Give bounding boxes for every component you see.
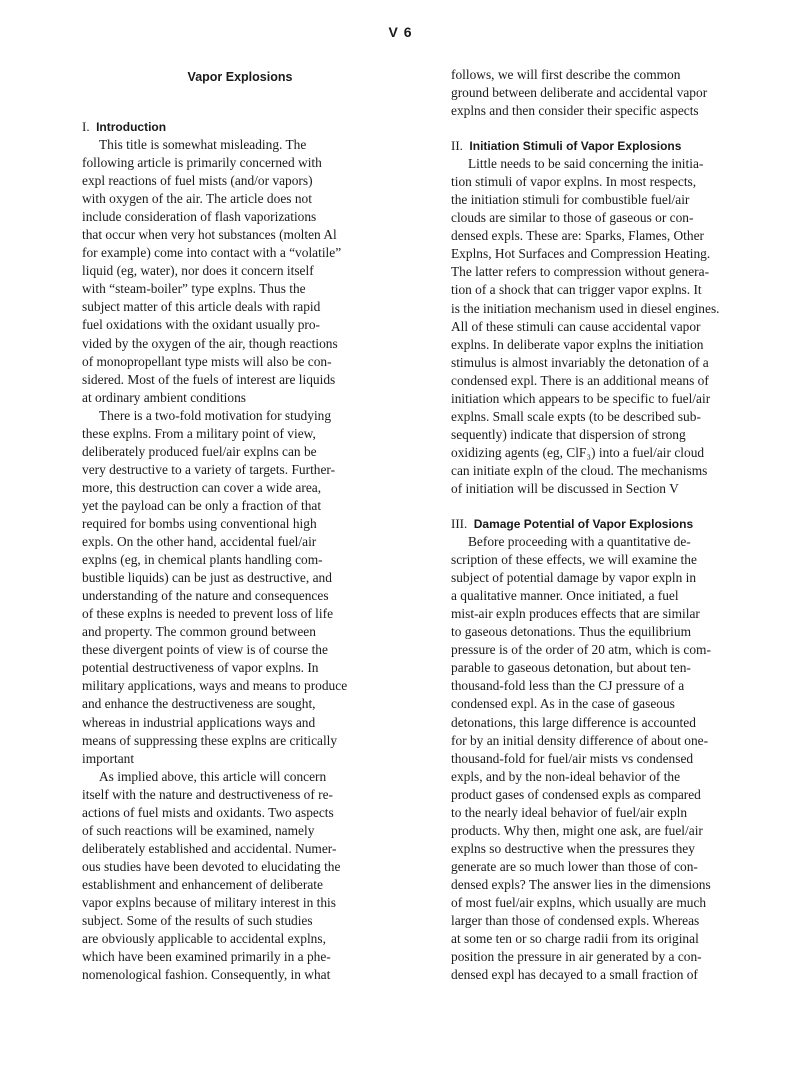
text-line: and property. The common ground between: [82, 624, 316, 640]
text-line: condensed expl. As in the case of gaseous: [451, 696, 675, 712]
text-line: at some ten or so charge radii from its original: [451, 931, 699, 947]
text-line: parable to gaseous detonation, but about ten-: [451, 660, 691, 676]
text-line: bustible liquids) can be just as destructive, and: [82, 570, 332, 586]
text-line: expls, and by the non-ideal behavior of the: [451, 768, 681, 784]
paragraph: [451, 66, 753, 120]
text-line: ous studies have been devoted to elucidating the: [82, 858, 341, 874]
text-line: nomenological fashion. Consequently, in what: [82, 967, 331, 983]
text-line: densed expls. These are: Sparks, Flames, Other: [451, 228, 704, 244]
text-line: ground between deliberate and accidental vapor: [451, 85, 708, 101]
text-line: condensed expl. There is an additional means of: [451, 372, 709, 388]
text-line: important: [82, 750, 135, 766]
text-line: pressure is of the order of 20 atm, which is com-: [451, 642, 711, 658]
text-line: All of these stimuli can cause accidental vapor: [451, 318, 701, 334]
section-title: Introduction: [96, 120, 167, 134]
article-title: Vapor Explosions: [187, 70, 293, 84]
text-line: detonations, this large difference is accounted: [451, 714, 696, 730]
text-line: these explns. From a military point of view,: [82, 425, 316, 441]
text-line: There is a two-fold motivation for studying: [99, 407, 332, 423]
paragraph: [451, 533, 753, 984]
text-line: to the nearly ideal behavior of fuel/air expln: [451, 804, 688, 820]
text-line: subject. Some of the results of such studies: [82, 913, 313, 929]
text-line: expl reactions of fuel mists (and/or vapors): [82, 173, 313, 189]
text-line: densed expls? The answer lies in the dimensions: [451, 876, 711, 892]
text-line: following article is primarily concerned with: [82, 155, 322, 171]
text-line: deliberately established and accidental. Numer-: [82, 840, 337, 856]
text-line: clouds are similar to those of gaseous or con-: [451, 210, 694, 226]
text-line: means of suppressing these explns are critically: [82, 732, 338, 748]
text-line: products. Why then, might one ask, are fuel/air: [451, 822, 703, 838]
text-line: explns (eg, in chemical plants handling com-: [82, 552, 323, 568]
text-line: sequently) indicate that dispersion of strong: [451, 426, 686, 442]
text-line: of these explns is needed to prevent loss of life: [82, 606, 334, 622]
paragraph: [82, 136, 398, 407]
text-line: are obviously applicable to accidental explns,: [82, 931, 326, 947]
text-line: more, this destruction can cover a wide area,: [82, 479, 322, 495]
text-line: stimulus is almost invariably the detonation of a: [451, 354, 709, 370]
text-line: product gases of condensed expls as compared: [451, 786, 701, 802]
text-line: itself with the nature and destructiveness of re-: [82, 786, 333, 802]
left-column: [82, 66, 398, 984]
text-line: for by an initial density difference of about one-: [451, 732, 709, 748]
text-line: expls. On the other hand, accidental fuel/air: [82, 534, 317, 550]
text-line: can initiate expln of the cloud. The mechanisms: [451, 462, 708, 478]
text-line: for example) come into contact with a “volatile”: [82, 245, 342, 261]
text-line: military applications, ways and means to produce: [82, 678, 348, 694]
text-line: Explns, Hot Surfaces and Compression Heating.: [451, 246, 711, 262]
text-line: scription of these effects, we will examine the: [451, 552, 697, 568]
text-line: whereas in industrial applications ways and: [82, 714, 316, 730]
text-line: As implied above, this article will concern: [99, 768, 327, 784]
text-line: sidered. Most of the fuels of interest are liquids: [82, 371, 336, 387]
text-line: fuel oxidations with the oxidant usually pro-: [82, 317, 321, 333]
text-line: include consideration of flash vaporizations: [82, 209, 317, 225]
text-line: required for bombs using conventional high: [82, 515, 317, 531]
right-column: [451, 66, 753, 984]
section-title: Initiation Stimuli of Vapor Explosions: [469, 139, 682, 154]
text-line: establishment and enhancement of deliberate: [82, 876, 323, 892]
text-line: liquid (eg, water), nor does it concern itself: [82, 263, 314, 279]
text-line: the initiation stimuli for combustible fuel/air: [451, 192, 690, 208]
page-number: V 6: [388, 24, 413, 40]
text-line: vapor explns because of military interest in this: [82, 894, 336, 910]
text-line: to gaseous detonations. Thus the equilibrium: [451, 624, 692, 640]
section-title: Damage Potential of Vapor Explosions: [473, 517, 694, 532]
text-line: of initiation will be discussed in Section V: [451, 480, 679, 496]
text-line: explns. Small scale expts (to be described sub-: [451, 408, 701, 424]
text-line: with “steam-boiler” type explns. Thus the: [82, 281, 306, 297]
section-heading-introduction: [82, 118, 398, 136]
text-line: tion of a shock that can trigger vapor explns. It: [451, 282, 702, 298]
text-line: understanding of the nature and consequences: [82, 588, 329, 604]
text-line: very destructive to a variety of targets. Further-: [82, 461, 336, 477]
paragraph: [451, 155, 753, 498]
text-line: follows, we will first describe the common: [451, 67, 681, 82]
text-line: these divergent points of view is of course the: [82, 642, 328, 658]
text-line: a qualitative manner. Once initiated, a fuel: [451, 588, 679, 604]
text-line: mist-air expln produces effects that are similar: [451, 606, 700, 622]
text-line: deliberately produced fuel/air explns can be: [82, 443, 317, 459]
paragraph: [82, 407, 398, 768]
text-line: that occur when very hot substances (molten Al: [82, 227, 337, 243]
text-line: which have been examined primarily in a phe-: [82, 949, 331, 965]
text-line: generate are so much lower than those of con-: [451, 858, 698, 874]
text-line: explns so destructive when the pressures they: [451, 840, 695, 856]
text-line: larger than those of condensed expls. Whereas: [451, 913, 700, 929]
text-line: yet the payload can be only a fraction of that: [82, 497, 322, 513]
paragraph: [82, 768, 398, 985]
text-line: is the initiation mechanism used in diesel engines.: [451, 300, 720, 316]
text-line: The latter refers to compression without genera-: [451, 264, 710, 280]
text-line: This title is somewhat misleading. The: [99, 137, 307, 152]
section-heading-initiation-stimuli: [451, 137, 753, 155]
text-line: vided by the oxygen of the air, though reactions: [82, 335, 338, 351]
text-line: position the pressure in air generated by a con-: [451, 949, 702, 965]
text-line: actions of fuel mists and oxidants. Two aspects: [82, 804, 334, 820]
section-heading-damage-potential: [451, 515, 753, 533]
text-line: explns and then consider their specific aspects: [451, 103, 699, 119]
text-line: densed expl has decayed to a small fraction of: [451, 967, 698, 983]
text-line: explns. In deliberate vapor explns the initiation: [451, 336, 704, 352]
text-line: of such reactions will be examined, namely: [82, 822, 315, 838]
text-line: at ordinary ambient conditions: [82, 389, 246, 405]
text-line: initiation which appears to be specific to fuel/air: [451, 390, 711, 406]
section-number: III.: [451, 516, 468, 532]
text-line: oxidizing agents (eg, ClF₃) into a fuel/air cloud: [451, 444, 705, 460]
text-line: potential destructiveness of vapor explns. In: [82, 660, 319, 676]
text-line: Little needs to be said concerning the initia-: [468, 156, 704, 172]
text-line: tion stimuli of vapor explns. In most respects,: [451, 174, 697, 190]
text-line: and enhance the destructiveness are sought,: [82, 696, 316, 712]
text-line: subject matter of this article deals with rapid: [82, 299, 321, 315]
text-line: with oxygen of the air. The article does not: [82, 191, 312, 207]
text-line: thousand-fold less than the CJ pressure of a: [451, 678, 685, 694]
section-number: II.: [451, 138, 463, 154]
section-number: I.: [82, 119, 90, 134]
text-line: subject of potential damage by vapor expln in: [451, 570, 697, 586]
text-line: of most fuel/air explns, which usually are much: [451, 894, 707, 910]
text-line: Before proceeding with a quantitative de-: [468, 534, 691, 550]
text-line: thousand-fold for fuel/air mists vs condensed: [451, 750, 694, 766]
text-line: of monopropellant type mists will also be con-: [82, 353, 332, 369]
